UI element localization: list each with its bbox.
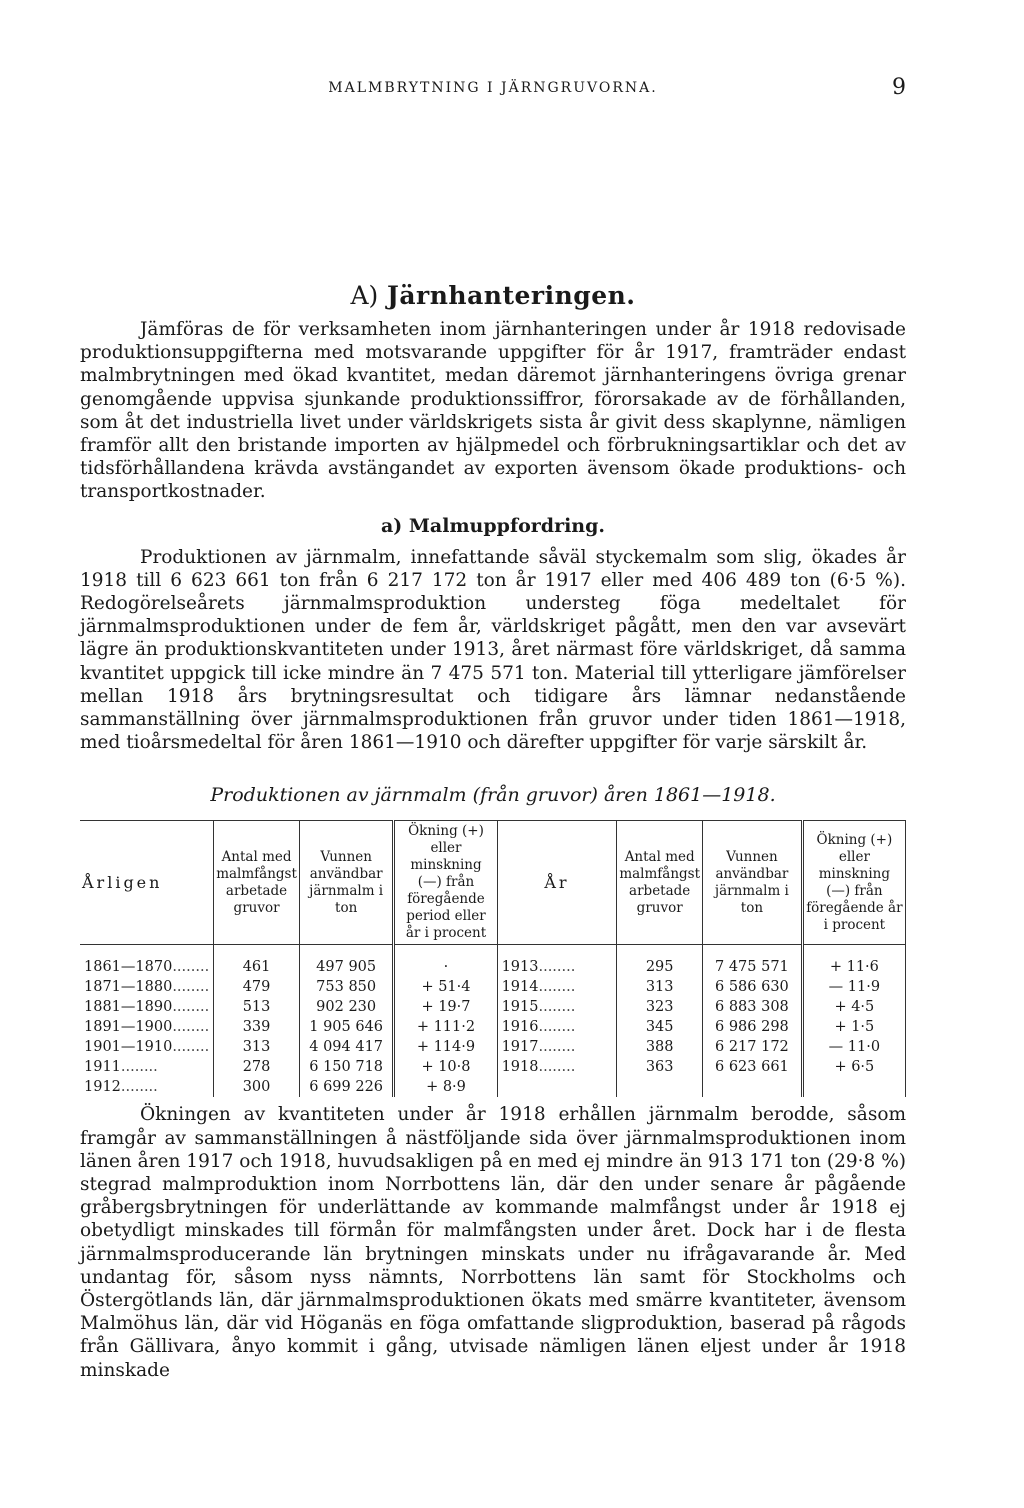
change-cell: + 51·4 xyxy=(394,977,497,997)
change-cell: + 19·7 xyxy=(394,997,497,1017)
ore-cell: 6 150 718 xyxy=(299,1057,393,1077)
intro-paragraph: Jämföras de för verksamheten inom järnhanteringen under år 1918 redovisade produktionsuppgifterna med motsvarande uppgifter för år 1917, framträder endast malmbrytningen med ökad kvantitet, medan däremot järnhanteringens övriga grenar genomgående uppvisa sjunkande produktionssiffror, förorsakade av de förhållanden, som åt det industriella livet under världskrigets sista år givit dess skaplynne, nämligen framför allt den bristande importen av hjälpmedel och förbrukningsartiklar och det av tidsförhållandena krävda avstängandet av exporten ävensom ökade produktions- och transportkostnader. xyxy=(80,319,906,503)
running-title: MALMBRYTNING I JÄRNGRUVORNA. xyxy=(328,80,658,96)
mines-cell: 278 xyxy=(214,1057,300,1077)
ore-right-cell: 7 475 571 xyxy=(703,945,803,978)
dot-leader: ........ xyxy=(172,959,210,976)
increase-paragraph: Ökningen av kvantiteten under år 1918 erhållen järnmalm berodde, såsom framgår av sammanställningen å nästföljande sida över järnmalmsproduktionen inom länen åren 1917 och 1918, huvudsakligen på en med ej mindre än 913 171 ton (29·8 %) stegrad malmproduktion inom Norrbottens län, där den under senare år pågående gråbergsbrytningen för underlättande av kommande malmfångst under år 1918 ej obetydligt minskades till förmån för malmfångsten under året. Dock har i de flesta järnmalmsproducerande län brytningen minskats under nu ifrågavarande år. Med undantag för, såsom nyss nämnts, Norrbottens län samt för Stockholms och Östergötlands län, där järnmalmsproduktionen ökats med smärre kvantiteter, ävensom Malmöhus län, där vid Höganäs en föga omfattande sligproduktion, baserad på rågods från Gällivara, ånyo kommit i gång, utvisade nämligen länen eljest under år 1918 minskade xyxy=(80,1104,906,1381)
dot-leader: ........ xyxy=(538,999,576,1016)
ore-right-cell: 6 883 308 xyxy=(703,997,803,1017)
period-cell: 1911........ xyxy=(84,1059,158,1076)
section-label: A) xyxy=(350,281,379,310)
mines-cell: 479 xyxy=(214,977,300,997)
page-number: 9 xyxy=(892,75,906,100)
production-paragraph: Produktionen av järnmalm, innefattande såväl styckemalm som slig, ökades år 1918 till 6 623 661 ton från 6 217 172 ton år 1917 eller med 406 489 ton (6·5 %). Redogörelseårets järnmalmsproduktion understeg föga medeltalet för järnmalmsproduktionen under de fem år, världskriget pågått, men den var avsevärt lägre än produktionskvantiteten under 1913, året närmast före världskriget, då samma kvantitet uppgick till icke mindre än 7 475 571 ton. Material till ytterligare jämförelser mellan 1918 års brytningsresultat och tidigare års lämnar nedanstående sammanställning över järnmalmsproduktionen från gruvor under tiden 1861—1918, med tioårsmedeltal för åren 1861—1910 och därefter uppgifter för varje särskilt år. xyxy=(80,546,906,754)
year-cell: 1917........ xyxy=(497,1037,617,1057)
dot-leader: ........ xyxy=(538,959,576,976)
dot-leader: ........ xyxy=(172,1039,210,1056)
ore-cell: 1 905 646 xyxy=(299,1017,393,1037)
change-right-cell: — 11·9 xyxy=(802,977,905,997)
table-row xyxy=(80,945,906,978)
mines-cell: 339 xyxy=(214,1017,300,1037)
ore-cell: 6 699 226 xyxy=(299,1077,393,1097)
header-ore: Vunnen användbar järnmalm i ton xyxy=(299,821,393,945)
mines-right-cell: 345 xyxy=(617,1017,703,1037)
header-mines: Antal med malmfångst arbetade gruvor xyxy=(214,821,300,945)
mines-right-cell xyxy=(617,1077,703,1097)
ore-right-cell: 6 217 172 xyxy=(703,1037,803,1057)
header-period: Årligen xyxy=(80,821,214,945)
table-row xyxy=(80,977,906,997)
year-cell: 1915........ xyxy=(497,997,617,1017)
mines-cell: 300 xyxy=(214,1077,300,1097)
change-cell: + 111·2 xyxy=(394,1017,497,1037)
period-cell: 1861—1870........ xyxy=(84,959,210,976)
change-cell: · xyxy=(394,945,497,978)
table-body xyxy=(80,945,906,1098)
dot-leader: ........ xyxy=(538,1039,576,1056)
table-row xyxy=(80,997,906,1017)
table-row xyxy=(80,1017,906,1037)
header-year: År xyxy=(497,821,617,945)
dot-leader: ........ xyxy=(172,1019,210,1036)
change-right-cell xyxy=(802,1077,905,1097)
dot-leader: ........ xyxy=(120,1059,158,1076)
ore-cell: 497 905 xyxy=(299,945,393,978)
subsection-title xyxy=(80,514,906,538)
change-right-cell: + 11·6 xyxy=(802,945,905,978)
page xyxy=(80,70,906,1382)
period-cell: 1881—1890........ xyxy=(84,999,210,1016)
running-head xyxy=(80,70,906,114)
table-caption: Produktionen av järnmalm (från gruvor) åren 1861—1918. xyxy=(210,784,776,807)
header-change-right: Ökning (+) eller minskning (—) från föregående år i procent xyxy=(802,821,905,945)
ore-right-cell: 6 986 298 xyxy=(703,1017,803,1037)
change-right-cell: + 1·5 xyxy=(802,1017,905,1037)
dot-leader: ........ xyxy=(172,999,210,1016)
year-cell: 1918........ xyxy=(497,1057,617,1077)
period-cell: 1901—1910........ xyxy=(84,1039,210,1056)
subsection-label: a) xyxy=(380,514,403,537)
ore-right-cell: 6 586 630 xyxy=(703,977,803,997)
dot-leader: ........ xyxy=(538,979,576,996)
ore-cell: 753 850 xyxy=(299,977,393,997)
change-cell: + 114·9 xyxy=(394,1037,497,1057)
ore-right-cell xyxy=(703,1077,803,1097)
change-cell: + 8·9 xyxy=(394,1077,497,1097)
mines-right-cell: 295 xyxy=(617,945,703,978)
ore-cell: 4 094 417 xyxy=(299,1037,393,1057)
year-cell xyxy=(497,1077,617,1097)
section-title xyxy=(80,282,906,310)
dot-leader: ........ xyxy=(172,979,210,996)
mines-right-cell: 388 xyxy=(617,1037,703,1057)
header-change: Ökning (+) eller minskning (—) från föregående period eller år i procent xyxy=(394,821,497,945)
table-row xyxy=(80,1057,906,1077)
mines-cell: 461 xyxy=(214,945,300,978)
mines-right-cell: 313 xyxy=(617,977,703,997)
dot-leader: ........ xyxy=(538,1019,576,1036)
period-cell: 1912........ xyxy=(84,1079,158,1096)
section-name: Järnhanteringen. xyxy=(387,281,636,310)
year-cell: 1914........ xyxy=(497,977,617,997)
ore-cell: 902 230 xyxy=(299,997,393,1017)
mines-cell: 513 xyxy=(214,997,300,1017)
ore-right-cell: 6 623 661 xyxy=(703,1057,803,1077)
table-header-row xyxy=(80,821,906,945)
mines-right-cell: 363 xyxy=(617,1057,703,1077)
table-row xyxy=(80,1077,906,1097)
period-cell: 1871—1880........ xyxy=(84,979,210,996)
header-mines-right: Antal med malmfångst arbetade gruvor xyxy=(617,821,703,945)
production-table xyxy=(80,820,906,1097)
table-row xyxy=(80,1037,906,1057)
year-cell: 1916........ xyxy=(497,1017,617,1037)
year-cell: 1913........ xyxy=(497,945,617,978)
mines-cell: 313 xyxy=(214,1037,300,1057)
header-ore-right: Vunnen användbar järnmalm i ton xyxy=(703,821,803,945)
change-right-cell: + 6·5 xyxy=(802,1057,905,1077)
change-right-cell: + 4·5 xyxy=(802,997,905,1017)
change-right-cell: — 11·0 xyxy=(802,1037,905,1057)
subsection-name: Malmuppfordring. xyxy=(408,514,606,537)
period-cell: 1891—1900........ xyxy=(84,1019,210,1036)
dot-leader: ........ xyxy=(538,1059,576,1076)
change-cell: + 10·8 xyxy=(394,1057,497,1077)
mines-right-cell: 323 xyxy=(617,997,703,1017)
dot-leader: ........ xyxy=(120,1079,158,1096)
